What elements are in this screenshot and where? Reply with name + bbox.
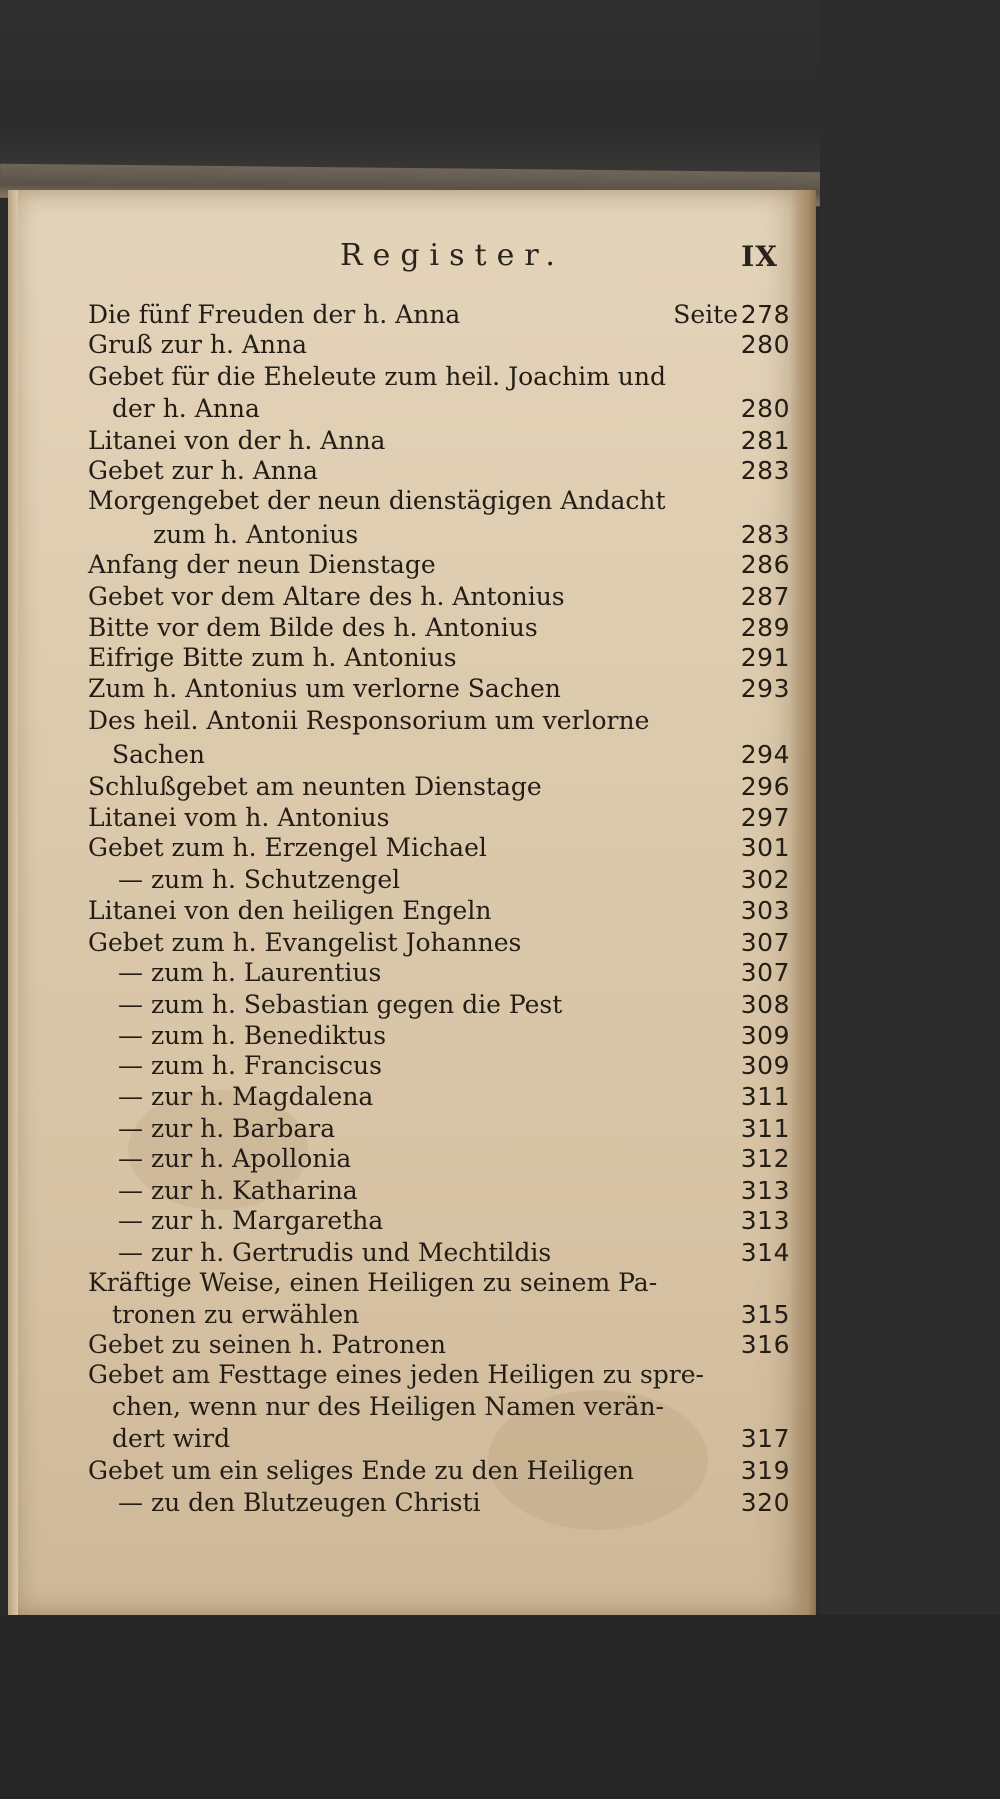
toc-entry-title: — zum h. Sebastian gegen die Pest	[118, 990, 563, 1019]
toc-entry-title: Litanei vom h. Antonius	[88, 803, 390, 832]
toc-entry-page: 289	[740, 613, 790, 642]
toc-entry-title: Eifrige Bitte zum h. Antonius	[88, 643, 457, 672]
page-number: IX	[741, 240, 778, 273]
toc-entry	[88, 674, 790, 706]
toc-entry-title: — zur h. Barbara	[118, 1114, 336, 1143]
toc-entry	[88, 1238, 790, 1270]
toc-entry-page: 316	[740, 1330, 790, 1359]
toc-entry-title: — zur h. Magdalena	[118, 1082, 374, 1111]
toc-entry-title: der h. Anna	[112, 394, 260, 423]
toc-entry	[88, 865, 790, 897]
toc-entry-title: Sachen	[112, 740, 206, 769]
toc-entry	[88, 362, 790, 394]
toc-entry	[88, 833, 790, 865]
toc-entry-title: — zur h. Margaretha	[118, 1206, 384, 1235]
toc-entry-page: 311	[740, 1114, 790, 1143]
toc-entry-page: 307	[740, 928, 790, 957]
toc-entry	[88, 300, 790, 332]
toc-entry-title: — zum h. Schutzengel	[118, 865, 401, 894]
toc-entry-page: 308	[740, 990, 790, 1019]
seite-label: Seite	[673, 300, 738, 329]
toc-entry	[88, 1424, 790, 1456]
toc-entry	[88, 803, 790, 835]
toc-entry	[88, 582, 790, 614]
toc-entry-page: 280	[740, 394, 790, 423]
toc-entry	[88, 613, 790, 645]
toc-entry-title: — zu den Blutzeugen Christi	[118, 1488, 481, 1517]
toc-entry-page: 281	[740, 426, 790, 455]
toc-entry-title: Gebet zur h. Anna	[88, 456, 318, 485]
toc-entry	[88, 1144, 790, 1176]
toc-entry	[88, 426, 790, 458]
toc-entry-title: chen, wenn nur des Heiligen Namen verän-	[112, 1392, 664, 1421]
toc-entry-title: Morgengebet der neun dienstägigen Andacht	[88, 486, 666, 515]
toc-entry	[88, 1488, 790, 1520]
toc-entry-title: Des heil. Antonii Responsorium um verlorne	[88, 706, 650, 735]
toc-entry-page: 278	[740, 300, 790, 329]
toc-entry	[88, 520, 790, 552]
toc-entry	[88, 1114, 790, 1146]
toc-entry	[88, 1392, 790, 1424]
toc-entry-title: Anfang der neun Dienstage	[88, 550, 436, 579]
toc-entry-page: 287	[740, 582, 790, 611]
toc-entry-title: Gebet am Festtage eines jeden Heiligen zu spre-	[88, 1360, 704, 1389]
toc-entry	[88, 550, 790, 582]
toc-entry	[88, 1456, 790, 1488]
toc-entry-page: 314	[740, 1238, 790, 1267]
toc-entry-title: Litanei von den heiligen Engeln	[88, 896, 492, 925]
toc-entry-page: 320	[740, 1488, 790, 1517]
toc-entry-title: Zum h. Antonius um verlorne Sachen	[88, 674, 561, 703]
toc-entry	[88, 958, 790, 990]
toc-entry-page: 301	[740, 833, 790, 862]
toc-entry-page: 283	[740, 456, 790, 485]
toc-entry-page: 283	[740, 520, 790, 549]
toc-entry-page: 302	[740, 865, 790, 894]
toc-entry-title: Gebet vor dem Altare des h. Antonius	[88, 582, 565, 611]
toc-entry-page: 315	[740, 1300, 790, 1329]
toc-entry-title: — zum h. Laurentius	[118, 958, 382, 987]
toc-entry	[88, 772, 790, 804]
toc-entry-title: — zum h. Franciscus	[118, 1051, 382, 1080]
toc-entry-title: Gruß zur h. Anna	[88, 330, 307, 359]
toc-entry-page: 291	[740, 643, 790, 672]
toc-entry-page: 280	[740, 330, 790, 359]
toc-entry	[88, 896, 790, 928]
toc-entry-page: 294	[740, 740, 790, 769]
toc-entry-title: tronen zu erwählen	[112, 1300, 360, 1329]
toc-entry-title: — zur h. Katharina	[118, 1176, 358, 1205]
toc-entry-title: dert wird	[112, 1424, 231, 1453]
toc-entry-title: Gebet für die Eheleute zum heil. Joachim und	[88, 362, 667, 391]
toc-entry-title: Die fünf Freuden der h. Anna	[88, 300, 461, 329]
toc-entry	[88, 1021, 790, 1053]
toc-entry	[88, 1051, 790, 1083]
toc-entry-page: 297	[740, 803, 790, 832]
toc-entry	[88, 1176, 790, 1208]
toc-entry	[88, 1082, 790, 1114]
toc-entry	[88, 990, 790, 1022]
toc-entry	[88, 330, 790, 362]
toc-entry-page: 293	[740, 674, 790, 703]
toc-entry-title: — zum h. Benediktus	[118, 1021, 387, 1050]
toc-entry	[88, 1206, 790, 1238]
toc-entry	[88, 1330, 790, 1362]
toc-entry-page: 313	[740, 1206, 790, 1235]
toc-entry	[88, 1300, 790, 1332]
toc-entry-page: 312	[740, 1144, 790, 1173]
toc-entry-title: Gebet zu seinen h. Patronen	[88, 1330, 446, 1359]
toc-entry-page: 307	[740, 958, 790, 987]
toc-entry-title: Litanei von der h. Anna	[88, 426, 386, 455]
toc-entry	[88, 1268, 790, 1300]
toc-entry-page: 309	[740, 1021, 790, 1050]
toc-entry	[88, 456, 790, 488]
toc-entry	[88, 486, 790, 518]
toc-entry	[88, 706, 790, 738]
toc-entry	[88, 1360, 790, 1392]
toc-entry-title: Schlußgebet am neunten Dienstage	[88, 772, 542, 801]
toc-entry-page: 296	[740, 772, 790, 801]
toc-entry-page: 286	[740, 550, 790, 579]
toc-entry-page: 303	[740, 896, 790, 925]
toc-entry-title: Gebet um ein seliges Ende zu den Heiligen	[88, 1456, 634, 1485]
toc-entry-title: Kräftige Weise, einen Heiligen zu seinem Pa-	[88, 1268, 658, 1297]
toc-entry-title: zum h. Antonius	[153, 520, 359, 549]
toc-entry	[88, 928, 790, 960]
toc-entry-page: 319	[740, 1456, 790, 1485]
toc-entry-title: Gebet zum h. Evangelist Johannes	[88, 928, 522, 957]
toc-entry-page: 313	[740, 1176, 790, 1205]
toc-entry-page: 311	[740, 1082, 790, 1111]
toc-entry-title: Bitte vor dem Bilde des h. Antonius	[88, 613, 538, 642]
toc-entry-title: Gebet zum h. Erzengel Michael	[88, 833, 487, 862]
toc-entry-page: 309	[740, 1051, 790, 1080]
toc-entry	[88, 394, 790, 426]
toc-entry-page: 317	[740, 1424, 790, 1453]
page-title: Register.	[340, 238, 565, 273]
toc-entry	[88, 740, 790, 772]
toc-entry-title: — zur h. Gertrudis und Mechtildis	[118, 1238, 552, 1267]
toc-entry	[88, 643, 790, 675]
toc-entry-title: — zur h. Apollonia	[118, 1144, 352, 1173]
